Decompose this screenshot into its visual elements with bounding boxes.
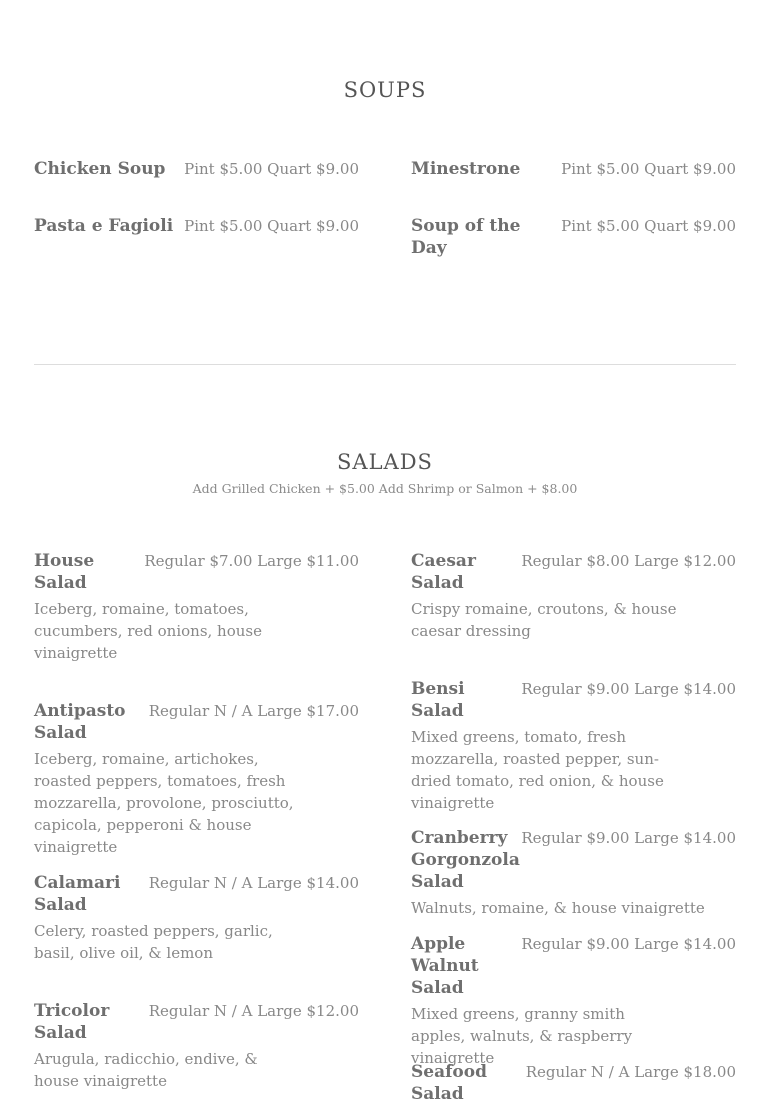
item-name: Bensi Salad [411, 679, 465, 721]
item-price: Pint $5.00 Quart $9.00 [184, 160, 359, 178]
item-description: Walnuts, romaine, & house vinaigrette [411, 899, 705, 917]
item-name: Calamari Salad [34, 873, 121, 915]
section-divider [34, 364, 736, 365]
menu-item [34, 215, 359, 237]
item-name: Tricolor Salad [34, 1001, 110, 1043]
item-description: Arugula, radicchio, endive, & house vinaigrette [34, 1050, 258, 1090]
item-price: Regular N / A Large $14.00 [148, 874, 359, 892]
menu-item [411, 158, 736, 215]
menu-item [411, 678, 736, 827]
salads-right-column [411, 550, 736, 1105]
item-description: Celery, roasted peppers, garlic, basil, olive oil, & lemon [34, 922, 273, 962]
item-price: Regular $9.00 Large $14.00 [521, 680, 736, 698]
item-name: Seafood Salad [411, 1062, 487, 1104]
item-price: Regular $7.00 Large $11.00 [144, 552, 359, 570]
item-price: Regular N / A Large $12.00 [148, 1002, 359, 1020]
item-description: Mixed greens, granny smith apples, walnuts, & raspberry vinaigrette [411, 1005, 633, 1067]
item-description: Crispy romaine, croutons, & house caesar dressing [411, 600, 677, 640]
menu-item [411, 215, 736, 259]
item-name: House Salad [34, 551, 95, 593]
item-name: Minestrone [411, 159, 521, 179]
item-name: Pasta e Fagioli [34, 216, 174, 236]
item-description: Iceberg, romaine, artichokes, roasted peppers, tomatoes, fresh mozzarella, provolone, prosciutto, capicola, pepperoni & house vinaigrette [34, 750, 294, 856]
menu-item [34, 872, 359, 1000]
menu-item [34, 550, 359, 700]
item-price: Regular $9.00 Large $14.00 [521, 829, 736, 847]
menu-item [34, 158, 359, 215]
item-price: Regular $8.00 Large $12.00 [521, 552, 736, 570]
item-name: Caesar Salad [411, 551, 476, 593]
item-name: Apple Walnut Salad [411, 934, 479, 998]
item-name: Antipasto Salad [34, 701, 126, 743]
menu-item [411, 1061, 736, 1105]
item-name: Soup of the Day [411, 216, 521, 258]
salads-title: SALADS [337, 450, 433, 474]
menu-item [34, 700, 359, 872]
soups-left-column [34, 158, 359, 237]
item-price: Pint $5.00 Quart $9.00 [561, 217, 736, 235]
item-name: Chicken Soup [34, 159, 166, 179]
soups-right-column [411, 158, 736, 259]
menu-item [411, 827, 736, 933]
item-price: Regular $9.00 Large $14.00 [521, 935, 736, 953]
salads-left-column [34, 550, 359, 1092]
item-description: Iceberg, romaine, tomatoes, cucumbers, red onions, house vinaigrette [34, 600, 262, 662]
menu-item [411, 933, 736, 1067]
menu-item [411, 550, 736, 678]
salads-addon-note: Add Grilled Chicken + $5.00 Add Shrimp or Salmon + $8.00 [192, 481, 578, 496]
item-price: Pint $5.00 Quart $9.00 [184, 217, 359, 235]
item-price: Regular N / A Large $17.00 [148, 702, 359, 720]
menu-item [34, 1000, 359, 1092]
item-price: Pint $5.00 Quart $9.00 [561, 160, 736, 178]
soups-title: SOUPS [343, 78, 427, 102]
item-name: Cranberry Gorgonzola Salad [411, 828, 520, 892]
item-price: Regular N / A Large $18.00 [525, 1063, 736, 1081]
item-description: Mixed greens, tomato, fresh mozzarella, roasted pepper, sun-dried tomato, red onion, & house vinaigrette [411, 728, 664, 812]
